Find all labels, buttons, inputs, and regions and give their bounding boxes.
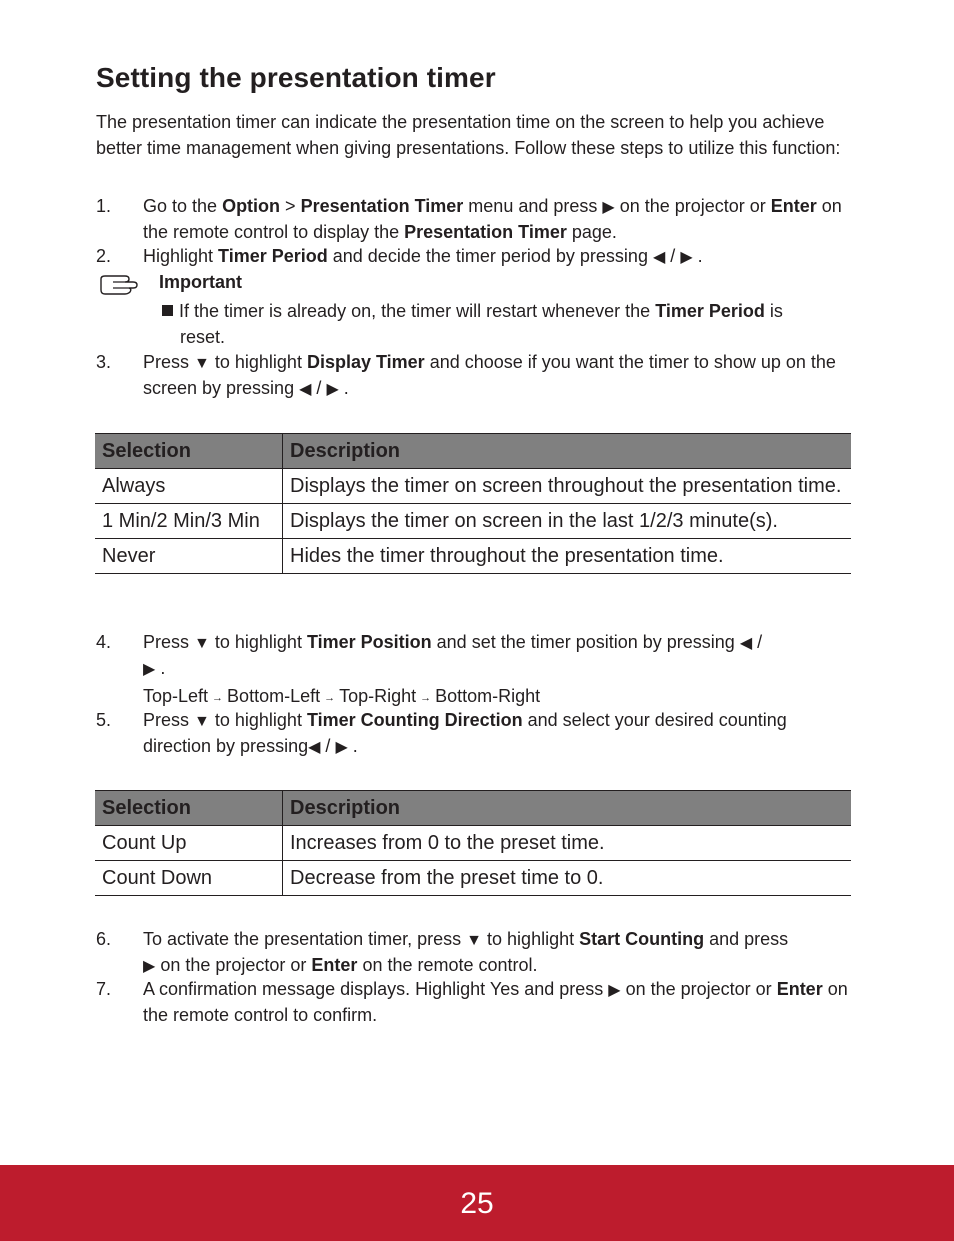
intro-paragraph: The presentation timer can indicate the presentation time on the screen to help you achieve better time management when giving presentations. Follow these steps to utilize this function:	[96, 112, 841, 158]
down-arrow-icon: ▼	[194, 635, 210, 652]
table-cell: Hides the timer throughout the presentation time.	[283, 539, 852, 574]
arrow-icon: →	[212, 692, 224, 704]
down-arrow-icon: ▼	[194, 713, 210, 730]
table-cell: Count Down	[95, 861, 283, 896]
step-number: 1.	[96, 196, 112, 216]
bullet-square-icon	[162, 305, 173, 316]
right-arrow-icon: ▶	[680, 249, 693, 266]
right-arrow-icon: ▶	[326, 381, 339, 398]
column-header: Description	[283, 791, 852, 826]
table-header-row	[95, 434, 851, 469]
pointing-hand-icon	[99, 273, 139, 297]
step-number: 7.	[96, 979, 112, 999]
step-number: 5.	[96, 710, 112, 730]
table-cell: Decrease from the preset time to 0.	[283, 861, 852, 896]
left-arrow-icon: ◀	[739, 635, 753, 652]
table-row	[95, 861, 851, 896]
table-row	[95, 469, 851, 504]
left-arrow-icon: ◀	[652, 249, 666, 266]
table-header-row	[95, 791, 851, 826]
step-number: 6.	[96, 929, 112, 949]
display-timer-table	[95, 433, 851, 574]
column-header: Selection	[95, 791, 283, 826]
step-number: 3.	[96, 352, 112, 372]
table-cell: Count Up	[95, 826, 283, 861]
right-arrow-icon: ▶	[335, 739, 348, 756]
table-cell: Always	[95, 469, 283, 504]
table-cell: Displays the timer on screen in the last 1/2/3 minute(s).	[283, 504, 852, 539]
page-number: 25	[460, 1187, 494, 1220]
table-cell: Displays the timer on screen throughout the presentation time.	[283, 469, 852, 504]
step-number: 4.	[96, 632, 112, 652]
important-label: Important	[159, 272, 242, 292]
counting-direction-table	[95, 790, 851, 896]
timer-position-sequence: Top-Left → Bottom-Left → Top-Right → Bottom-Right	[143, 686, 541, 706]
table-row	[95, 826, 851, 861]
table-row	[95, 504, 851, 539]
arrow-icon: →	[324, 692, 336, 704]
right-arrow-icon: ▶	[602, 199, 615, 216]
right-arrow-icon: ▶	[143, 958, 156, 975]
down-arrow-icon: ▼	[466, 932, 483, 949]
column-header: Description	[283, 434, 852, 469]
down-arrow-icon: ▼	[194, 355, 210, 372]
left-arrow-icon: ◀	[299, 381, 312, 398]
table-row	[95, 539, 851, 574]
arrow-icon: →	[420, 692, 432, 704]
right-arrow-icon: ▶	[143, 661, 156, 678]
table-cell: Increases from 0 to the preset time.	[283, 826, 852, 861]
table-cell: Never	[95, 539, 283, 574]
column-header: Selection	[95, 434, 283, 469]
right-arrow-icon: ▶	[608, 982, 621, 999]
table-cell: 1 Min/2 Min/3 Min	[95, 504, 283, 539]
important-note: If the timer is already on, the timer will restart whenever the Timer Period is reset.	[162, 298, 852, 350]
left-arrow-icon: ◀	[308, 739, 321, 756]
step-number: 2.	[96, 246, 112, 266]
page-title: Setting the presentation timer	[96, 62, 496, 93]
